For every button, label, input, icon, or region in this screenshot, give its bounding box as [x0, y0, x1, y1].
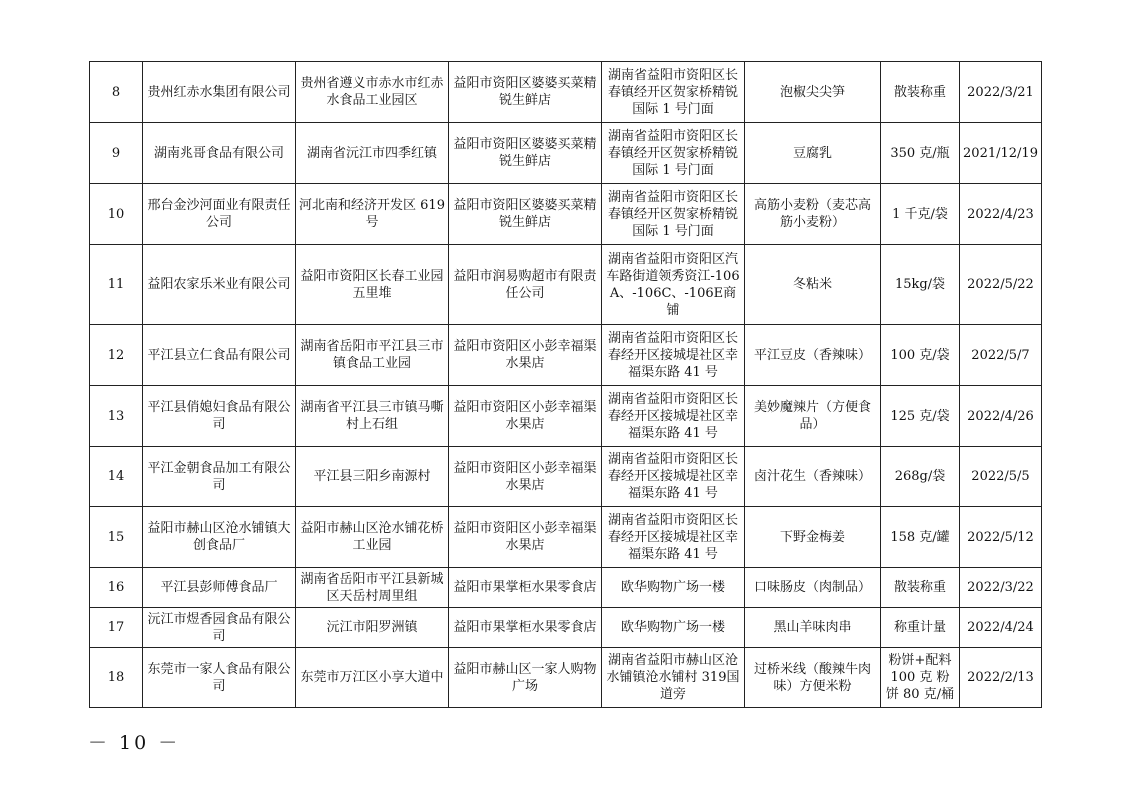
producer-name-cell: 平江金朝食品加工有限公司 — [143, 447, 296, 507]
producer-name-cell: 邢台金沙河面业有限责任公司 — [143, 184, 296, 245]
product-name-cell: 泡椒尖尖笋 — [745, 62, 881, 123]
specification-cell: 100 克/袋 — [881, 325, 960, 386]
producer-name-cell: 平江县立仁食品有限公司 — [143, 325, 296, 386]
producer-address-cell: 东莞市万江区小享大道中 — [296, 648, 449, 708]
producer-address-cell: 湖南省岳阳市平江县新城区天岳村周里组 — [296, 568, 449, 608]
row-number-cell: 10 — [90, 184, 143, 245]
producer-address-cell: 贵州省遵义市赤水市红赤水食品工业园区 — [296, 62, 449, 123]
sample-table-body — [90, 62, 1042, 708]
seller-name-cell: 益阳市资阳区小彭幸福渠水果店 — [449, 507, 602, 568]
row-number-cell: 15 — [90, 507, 143, 568]
seller-name-cell: 益阳市资阳区婆婆买菜精锐生鲜店 — [449, 184, 602, 245]
seller-name-cell: 益阳市资阳区婆婆买菜精锐生鲜店 — [449, 62, 602, 123]
producer-address-cell: 湖南省平江县三市镇马嘶村上石组 — [296, 386, 449, 447]
row-number-cell: 16 — [90, 568, 143, 608]
seller-address-cell: 湖南省益阳市资阳区长春镇经开区贺家桥精锐国际 1 号门面 — [602, 184, 745, 245]
producer-name-cell: 贵州红赤水集团有限公司 — [143, 62, 296, 123]
seller-name-cell: 益阳市润易购超市有限责任公司 — [449, 245, 602, 325]
production-date-cell: 2022/5/12 — [960, 507, 1042, 568]
sample-table — [89, 61, 1042, 708]
producer-name-cell: 平江县俏媳妇食品有限公司 — [143, 386, 296, 447]
production-date-cell: 2022/3/21 — [960, 62, 1042, 123]
table-row — [90, 184, 1042, 245]
seller-address-cell: 湖南省益阳市资阳区长春镇经开区贺家桥精锐国际 1 号门面 — [602, 123, 745, 184]
product-name-cell: 口味肠皮（肉制品） — [745, 568, 881, 608]
producer-name-cell: 益阳农家乐米业有限公司 — [143, 245, 296, 325]
specification-cell: 1 千克/袋 — [881, 184, 960, 245]
producer-name-cell: 湖南兆哥食品有限公司 — [143, 123, 296, 184]
seller-name-cell: 益阳市赫山区一家人购物广场 — [449, 648, 602, 708]
specification-cell: 散装称重 — [881, 62, 960, 123]
production-date-cell: 2022/2/13 — [960, 648, 1042, 708]
table-row — [90, 386, 1042, 447]
table-row — [90, 62, 1042, 123]
product-name-cell: 高筋小麦粉（麦芯高筋小麦粉） — [745, 184, 881, 245]
seller-address-cell: 湖南省益阳市资阳区汽车路街道领秀资江-106A、-106C、-106E商铺 — [602, 245, 745, 325]
production-date-cell: 2022/4/24 — [960, 608, 1042, 648]
producer-name-cell: 平江县彭师傅食品厂 — [143, 568, 296, 608]
product-name-cell: 美妙魔辣片（方便食品） — [745, 386, 881, 447]
seller-name-cell: 益阳市资阳区小彭幸福渠水果店 — [449, 447, 602, 507]
specification-cell: 15kg/袋 — [881, 245, 960, 325]
production-date-cell: 2022/4/26 — [960, 386, 1042, 447]
production-date-cell: 2022/3/22 — [960, 568, 1042, 608]
producer-address-cell: 平江县三阳乡南源村 — [296, 447, 449, 507]
specification-cell: 350 克/瓶 — [881, 123, 960, 184]
production-date-cell: 2022/5/22 — [960, 245, 1042, 325]
seller-address-cell: 湖南省益阳市赫山区沧水铺镇沧水铺村 319国道旁 — [602, 648, 745, 708]
specification-cell: 散装称重 — [881, 568, 960, 608]
seller-address-cell: 湖南省益阳市资阳区长春经开区接城堤社区幸福渠东路 41 号 — [602, 447, 745, 507]
producer-address-cell: 沅江市阳罗洲镇 — [296, 608, 449, 648]
seller-address-cell: 湖南省益阳市资阳区长春经开区接城堤社区幸福渠东路 41 号 — [602, 507, 745, 568]
producer-address-cell: 益阳市资阳区长春工业园五里堆 — [296, 245, 449, 325]
row-number-cell: 13 — [90, 386, 143, 447]
seller-address-cell: 欧华购物广场一楼 — [602, 608, 745, 648]
specification-cell: 125 克/袋 — [881, 386, 960, 447]
table-row — [90, 507, 1042, 568]
page-number: － 10 － — [88, 732, 181, 754]
row-number-cell: 9 — [90, 123, 143, 184]
specification-cell: 268g/袋 — [881, 447, 960, 507]
seller-name-cell: 益阳市资阳区小彭幸福渠水果店 — [449, 386, 602, 447]
row-number-cell: 8 — [90, 62, 143, 123]
seller-name-cell: 益阳市果掌柜水果零食店 — [449, 568, 602, 608]
seller-address-cell: 湖南省益阳市资阳区长春镇经开区贺家桥精锐国际 1 号门面 — [602, 62, 745, 123]
production-date-cell: 2021/12/19 — [960, 123, 1042, 184]
product-name-cell: 平江豆皮（香辣味） — [745, 325, 881, 386]
seller-name-cell: 益阳市资阳区婆婆买菜精锐生鲜店 — [449, 123, 602, 184]
specification-cell: 粉饼+配料 100 克 粉饼 80 克/桶 — [881, 648, 960, 708]
product-name-cell: 黑山羊味肉串 — [745, 608, 881, 648]
product-name-cell: 卤汁花生（香辣味） — [745, 447, 881, 507]
table-row — [90, 648, 1042, 708]
seller-address-cell: 欧华购物广场一楼 — [602, 568, 745, 608]
product-name-cell: 冬粘米 — [745, 245, 881, 325]
producer-name-cell: 东莞市一家人食品有限公司 — [143, 648, 296, 708]
table-row — [90, 123, 1042, 184]
row-number-cell: 14 — [90, 447, 143, 507]
producer-name-cell: 益阳市赫山区沧水铺镇大创食品厂 — [143, 507, 296, 568]
table-row — [90, 325, 1042, 386]
row-number-cell: 18 — [90, 648, 143, 708]
table-row — [90, 245, 1042, 325]
seller-address-cell: 湖南省益阳市资阳区长春经开区接城堤社区幸福渠东路 41 号 — [602, 325, 745, 386]
row-number-cell: 11 — [90, 245, 143, 325]
table-row — [90, 568, 1042, 608]
producer-address-cell: 湖南省沅江市四季红镇 — [296, 123, 449, 184]
product-name-cell: 过桥米线（酸辣牛肉味）方便米粉 — [745, 648, 881, 708]
table-row — [90, 608, 1042, 648]
production-date-cell: 2022/5/7 — [960, 325, 1042, 386]
row-number-cell: 12 — [90, 325, 143, 386]
seller-name-cell: 益阳市资阳区小彭幸福渠水果店 — [449, 325, 602, 386]
row-number-cell: 17 — [90, 608, 143, 648]
producer-address-cell: 益阳市赫山区沧水铺花桥工业园 — [296, 507, 449, 568]
product-name-cell: 豆腐乳 — [745, 123, 881, 184]
specification-cell: 158 克/罐 — [881, 507, 960, 568]
seller-name-cell: 益阳市果掌柜水果零食店 — [449, 608, 602, 648]
production-date-cell: 2022/5/5 — [960, 447, 1042, 507]
seller-address-cell: 湖南省益阳市资阳区长春经开区接城堤社区幸福渠东路 41 号 — [602, 386, 745, 447]
producer-address-cell: 河北南和经济开发区 619号 — [296, 184, 449, 245]
producer-address-cell: 湖南省岳阳市平江县三市镇食品工业园 — [296, 325, 449, 386]
producer-name-cell: 沅江市煜香园食品有限公司 — [143, 608, 296, 648]
specification-cell: 称重计量 — [881, 608, 960, 648]
product-name-cell: 下野金梅姜 — [745, 507, 881, 568]
table-row — [90, 447, 1042, 507]
production-date-cell: 2022/4/23 — [960, 184, 1042, 245]
